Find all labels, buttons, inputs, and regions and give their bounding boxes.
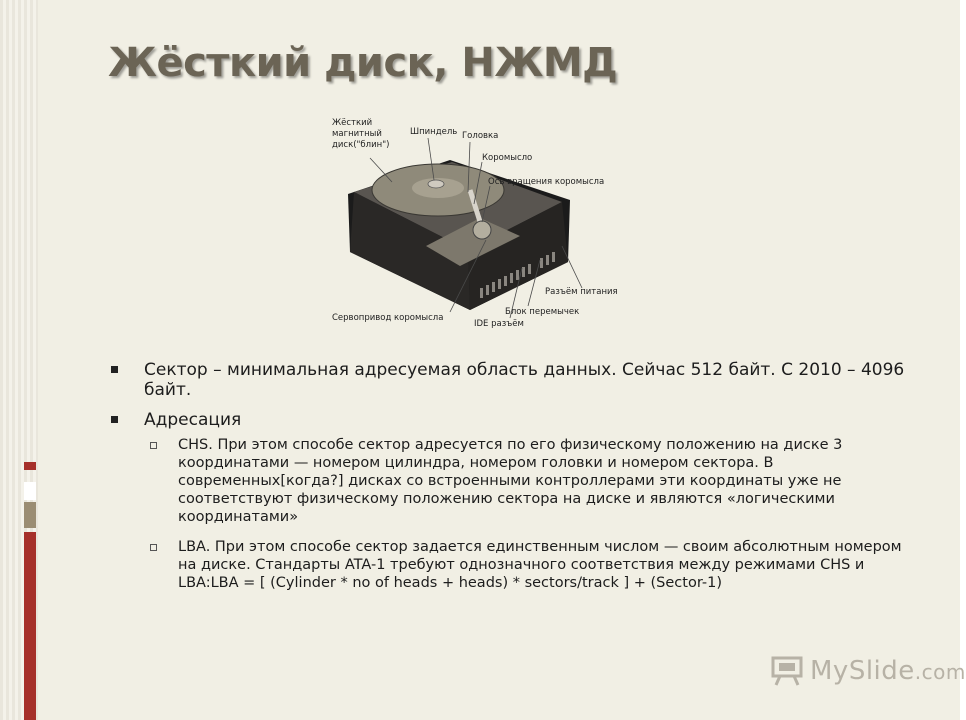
slide-title: Жёсткий диск, НЖМД [108,40,618,86]
watermark-suffix: .com [914,660,966,684]
label-platter-2: магнитный [332,129,382,139]
label-arm-axis: Ось вращения коромысла [488,177,605,187]
bullet-item [108,360,908,400]
label-spindle: Шпиндель [410,127,458,137]
hollow-square-bullet-icon [150,442,157,449]
bullet-text: Адресация [144,410,242,430]
accent-bar-red [24,462,36,470]
hard-disk-diagram [330,112,630,334]
slide-body [108,360,908,604]
bullet-text: Сектор – минимальная адресуемая область данных. Сейчас 512 байт. С 2010 – 4096 байт. [144,360,905,400]
accent-bar-tan [24,502,36,528]
arm-pivot [473,221,491,239]
watermark-brand: MySlide [810,656,915,686]
square-bullet-icon [111,416,118,423]
accent-bar-white [24,482,36,500]
presentation-board-icon [770,656,804,686]
accent-bar-red-long [24,532,36,720]
watermark-text [810,656,966,686]
sub-bullet-text: CHS. При этом способе сектор адресуется по его физическому положению на диске 3 координатами — номером цилиндра, номером головки и номером сектора. В современных[когда?] дисках со встроенными контроллерами эти координаты уже не соответствуют физическому положению сектора на диске и являются «логическими координатами» [178,437,843,525]
label-ide: IDE разъём [474,319,524,329]
sub-bullet-text: LBA. При этом способе сектор задается единственным числом — своим абсолютным номером на диске. Стандарты ATA-1 требуют однозначного соответствия между режимами CHS и LBA:LBA = [ (Cylinder * no of heads + heads) * sectors/track ] + (Sector-1) [178,539,902,591]
bullet-item [108,410,908,430]
label-head: Головка [462,131,499,141]
spindle-hub [428,180,444,188]
square-bullet-icon [111,366,118,373]
label-arm: Коромысло [482,153,533,163]
sub-bullet-item [108,538,908,592]
label-servo: Сервопривод коромысла [332,313,444,323]
label-power-connector: Разъём питания [545,287,618,297]
label-platter-1: Жёсткий [332,118,373,128]
sub-bullet-item [108,436,908,526]
label-jumpers: Блок перемычек [505,307,580,317]
hollow-square-bullet-icon [150,544,157,551]
watermark [770,656,966,686]
label-platter-3: диск("блин") [332,140,390,150]
